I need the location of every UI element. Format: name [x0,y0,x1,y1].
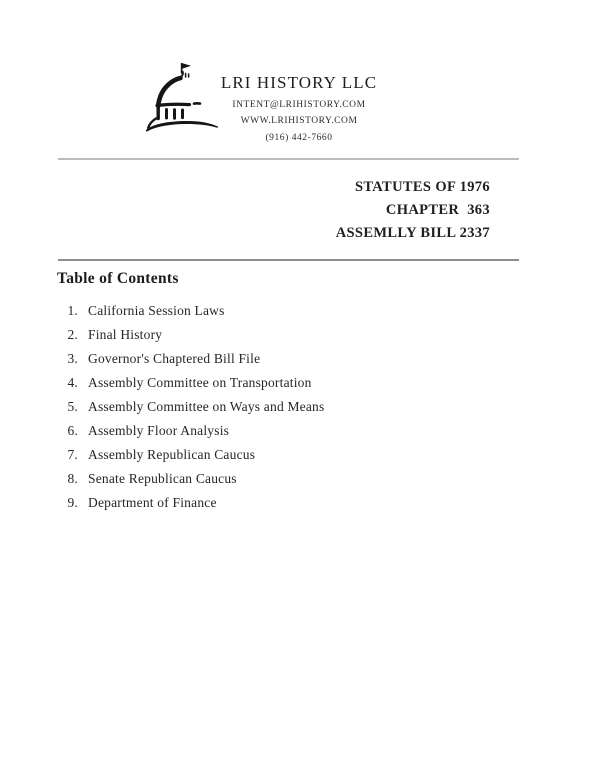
company-name: LRI HISTORY LLC [220,73,378,92]
toc-item-number: 1. [67,303,78,318]
statutes-line: STATUTES OF 1976 [354,179,490,195]
toc-list [57,304,324,511]
toc-item-number: 8. [67,471,78,486]
toc-item [57,424,324,439]
toc-item [57,376,324,391]
toc-item-label: California Session Laws [88,303,225,318]
toc-item [57,472,324,487]
toc-title: Table of Contents [57,270,179,287]
toc-item-label: Final History [88,327,163,342]
toc-item [57,496,324,511]
bill-line: ASSEMLLY BILL 2337 [335,225,490,241]
toc-item-number: 7. [67,447,78,462]
toc-item-number: 6. [67,423,78,438]
toc-item [57,448,324,463]
toc-item [57,304,324,319]
toc-item-number: 9. [67,495,78,510]
toc-item-label: Assembly Floor Analysis [88,423,230,438]
toc-item [57,352,324,367]
toc-item [57,328,324,343]
toc-item-number: 5. [67,399,78,414]
toc-item-number: 2. [67,327,78,342]
toc-item-label: Assembly Republican Caucus [88,447,256,462]
divider-top [58,158,519,160]
toc-item-label: Assembly Committee on Transportation [88,375,312,390]
company-email: INTENT@LRIHISTORY.COM [232,100,366,110]
toc-item-number: 4. [67,375,78,390]
toc-item-label: Assembly Committee on Ways and Means [88,399,325,414]
letterhead [183,73,415,146]
toc-item-label: Department of Finance [88,495,217,510]
toc-item-label: Governor's Chaptered Bill File [88,351,261,366]
toc-item [57,400,324,415]
company-website: WWW.LRIHISTORY.COM [240,116,358,127]
divider-bottom [58,259,519,261]
chapter-line: CHAPTER 363 [385,202,490,218]
toc-item-label: Senate Republican Caucus [88,471,237,486]
toc-item-number: 3. [67,351,78,366]
case-reference [336,176,490,245]
company-phone: (916) 442-7660 [265,132,333,143]
